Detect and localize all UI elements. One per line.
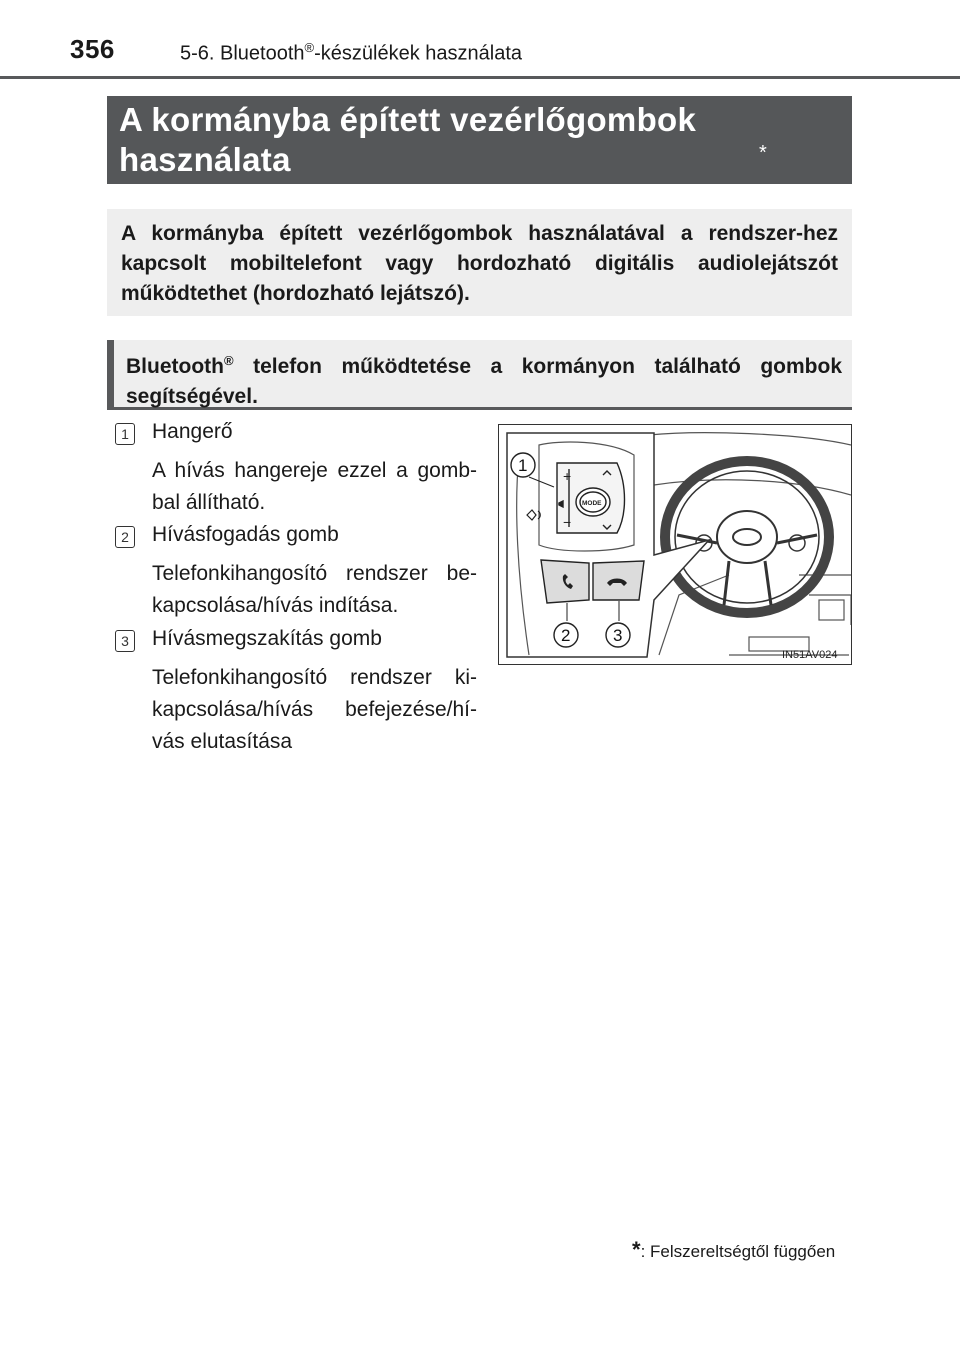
title-box [107,96,852,184]
volume-minus-label: − [563,514,572,530]
intro-text: A kormányba épített vezérlőgombok használatával a rendszer-hez kapcsolt mobiltelefont vagy hordozható digitális audiolejátszót működtethet (hordozható lejátszó). [121,222,838,305]
item-number-1: 1 [115,423,135,445]
callout-2-label: 2 [561,626,571,645]
subheading-suffix: telefon működtetése a kormányon található gombok segítségével. [126,355,842,408]
subheading-box [107,340,852,410]
section-title [180,40,522,66]
intro-box [107,209,852,316]
subheading [126,346,842,412]
figure-code: IN51AV024 [782,649,838,661]
item-number-3: 3 [115,630,135,652]
item-desc-1: A hívás hangereje ezzel a gomb-bal állítható. [152,459,477,514]
footnote-text: : Felszereltségtől függően [640,1242,836,1261]
registered-mark: ® [304,40,315,55]
mode-button-label: MODE [582,500,602,507]
header-rule [0,76,960,79]
steering-wheel-illustration [499,425,851,664]
page-title [119,100,767,180]
section-prefix: 5-6. Bluetooth [180,42,305,65]
item-number-2: 2 [115,526,135,548]
volume-plus-label: + [563,468,572,484]
subheading-registered-mark: ® [223,353,234,368]
item-title-1: Hangerő [152,420,233,443]
item-title-2: Hívásfogadás gomb [152,523,339,546]
item-title-3: Hívásmegszakítás gomb [152,627,382,650]
title-asterisk: * [759,142,768,164]
subheading-prefix: Bluetooth [126,355,224,378]
footnote-asterisk: * [632,1237,641,1262]
steering-wheel-figure [498,424,852,665]
item-desc-2: Telefonkihangosító rendszer be-kapcsolása/hívás indítása. [152,562,477,617]
item-desc-3: Telefonkihangosító rendszer ki-kapcsolása/hívás befejezése/hí-vás elutasítása [152,666,477,753]
footnote [632,1237,835,1263]
page-number: 356 [70,34,115,64]
callout-3-label: 3 [613,626,623,645]
section-suffix: -készülékek használata [314,42,523,65]
callout-1-label: 1 [518,456,528,475]
title-text: A kormányba épített vezérlőgombok használata [119,101,697,178]
